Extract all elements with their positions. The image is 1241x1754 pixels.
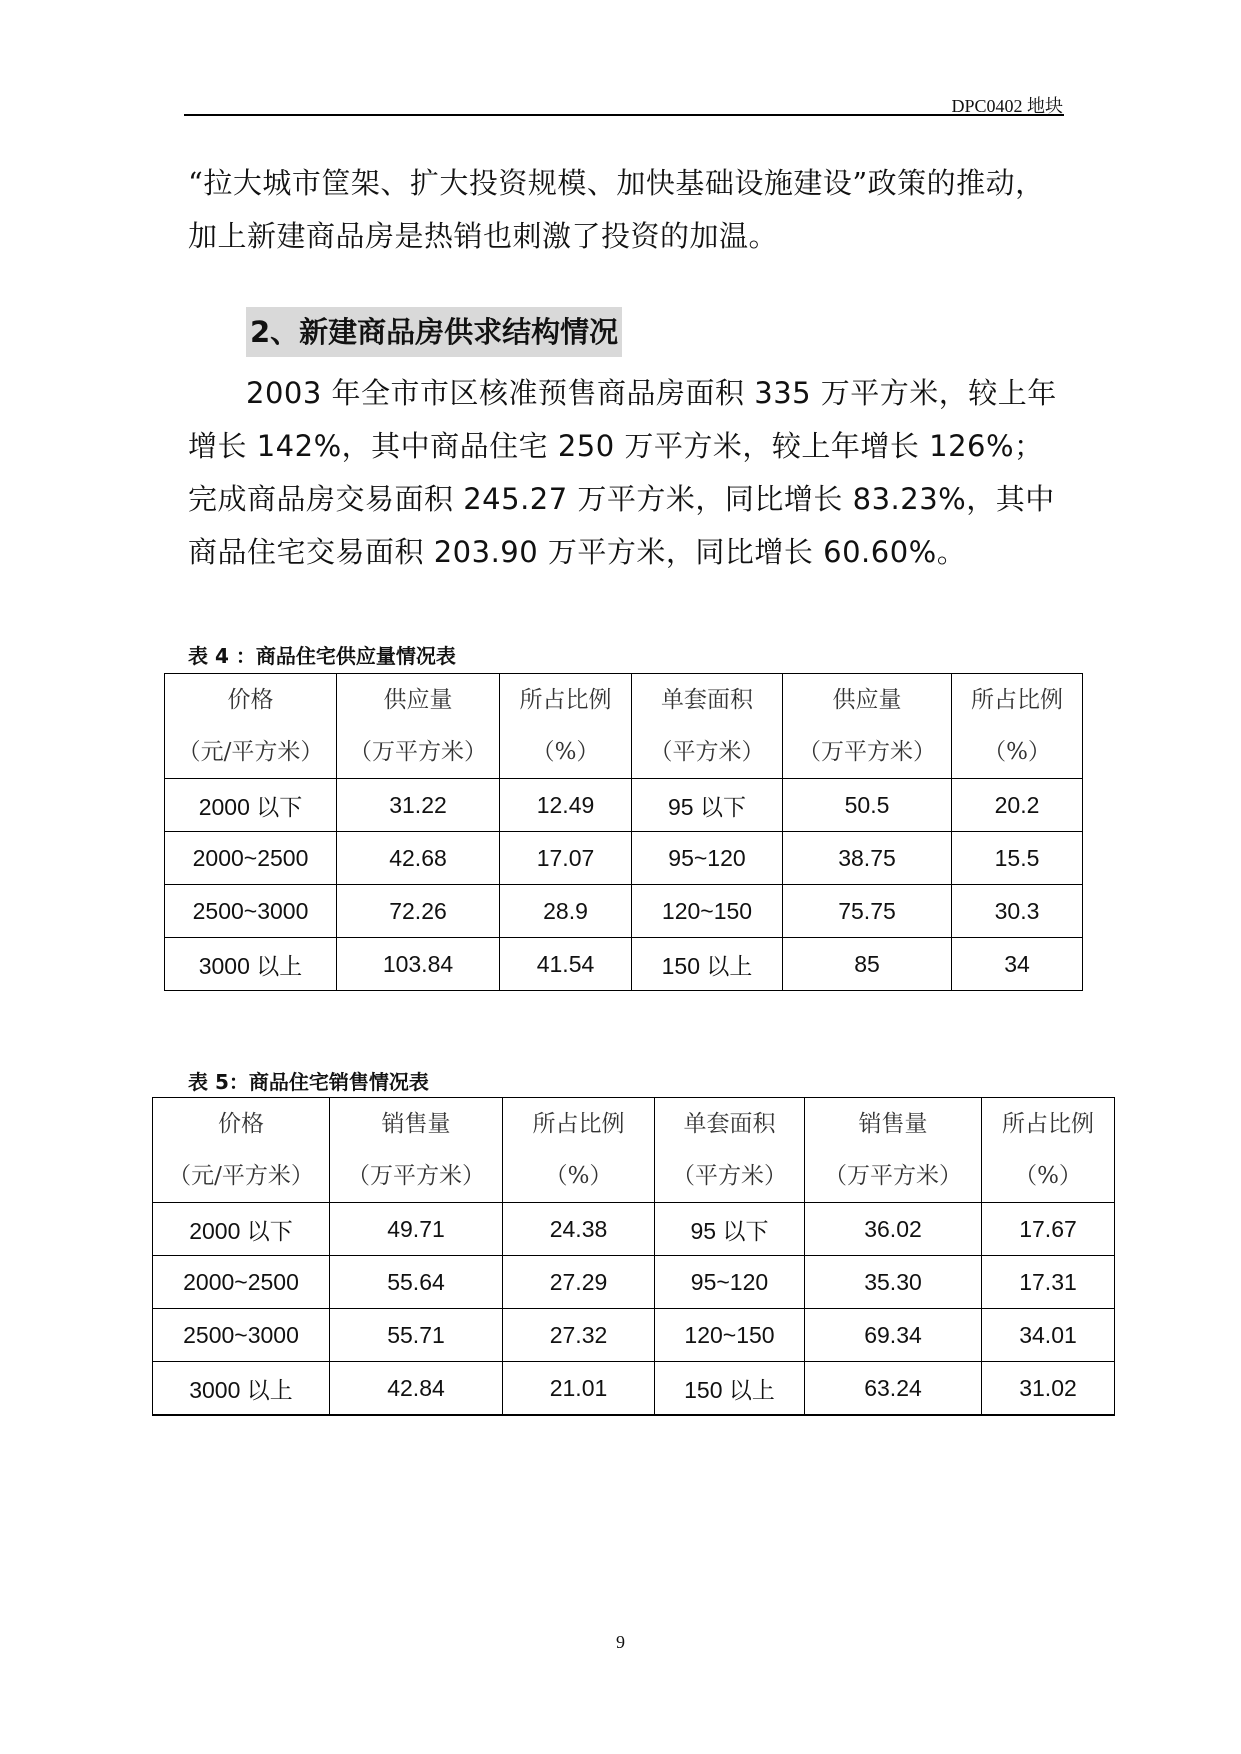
table-cell: 120~150 [655,1309,805,1362]
table-cell: 27.29 [503,1256,655,1309]
table-cell: 34 [952,938,1083,991]
table-housing-sales [152,1097,1115,1416]
header-price: 价格 （元/平方米） [165,674,337,779]
table-cell: 72.26 [337,885,500,938]
header-share: 所占比例 （%） [503,1098,655,1203]
header-price: 价格 （元/平方米） [153,1098,330,1203]
table-cell: 12.49 [500,779,632,832]
table-cell: 2500~3000 [153,1309,330,1362]
paragraph-policy: “拉大城市筐架、扩大投资规模、加快基础设施建设”政策的推动，加上新建商品房是热销也刺激了投资的加温。 [188,166,1045,253]
header-share-2: 所占比例 （%） [982,1098,1115,1203]
table-cell: 55.64 [330,1256,503,1309]
table-cell: 42.68 [337,832,500,885]
table-cell: 95~120 [632,832,783,885]
table-cell: 50.5 [783,779,952,832]
table-cell: 3000 以上 [153,1362,330,1416]
table-cell: 35.30 [805,1256,982,1309]
header-document-ref: DPC0402 地块 [951,96,1063,116]
table-cell: 20.2 [952,779,1083,832]
header-rule [184,114,1064,116]
table-cell: 2000 以下 [165,779,337,832]
table-cell: 17.67 [982,1203,1115,1256]
table-header-row [153,1098,1115,1203]
table-row [165,938,1083,991]
table-cell: 42.84 [330,1362,503,1416]
table-cell: 24.38 [503,1203,655,1256]
table-cell: 85 [783,938,952,991]
table-cell: 2000~2500 [153,1256,330,1309]
table-cell: 15.5 [952,832,1083,885]
header-supply-volume-2: 供应量 （万平方米） [783,674,952,779]
table-row [165,779,1083,832]
table-cell: 75.75 [783,885,952,938]
table-cell: 21.01 [503,1362,655,1416]
table-cell: 55.71 [330,1309,503,1362]
table-cell: 3000 以上 [165,938,337,991]
table5-caption: 表 5：商品住宅销售情况表 [188,1070,429,1094]
table-cell: 41.54 [500,938,632,991]
table-cell: 95 以下 [632,779,783,832]
table-cell: 2500~3000 [165,885,337,938]
table-cell: 95~120 [655,1256,805,1309]
table-cell: 30.3 [952,885,1083,938]
table-row [153,1203,1115,1256]
table-cell: 95 以下 [655,1203,805,1256]
table-cell: 120~150 [632,885,783,938]
table-cell: 49.71 [330,1203,503,1256]
table-header-row [165,674,1083,779]
table-cell: 17.31 [982,1256,1115,1309]
header-supply-volume: 供应量 （万平方米） [337,674,500,779]
header-share-2: 所占比例 （%） [952,674,1083,779]
table-row [165,885,1083,938]
table-cell: 2000 以下 [153,1203,330,1256]
table-row [153,1362,1115,1416]
table-cell: 103.84 [337,938,500,991]
table-cell: 17.07 [500,832,632,885]
header-unit-area: 单套面积 （平方米） [655,1098,805,1203]
table-cell: 31.02 [982,1362,1115,1416]
table-cell: 38.75 [783,832,952,885]
table-row [165,832,1083,885]
paragraph-supply-demand: 2003 年全市市区核准预售商品房面积 335 万平方米，较上年增长 142%，其中商品住宅 250 万平方米，较上年增长 126%；完成商品房交易面积 245.27 万平方米，同比增长 83.23%，其中商品住宅交易面积 203.90 万平方米，同比增长 60.60%。 [188,376,1057,569]
header-sales-volume-2: 销售量 （万平方米） [805,1098,982,1203]
section-heading: 2、新建商品房供求结构情况 [246,307,622,357]
table-cell: 34.01 [982,1309,1115,1362]
table-row [153,1256,1115,1309]
table-cell: 28.9 [500,885,632,938]
table-cell: 63.24 [805,1362,982,1416]
table-row [153,1309,1115,1362]
header-share: 所占比例 （%） [500,674,632,779]
table-cell: 150 以上 [632,938,783,991]
header-sales-volume: 销售量 （万平方米） [330,1098,503,1203]
table-cell: 27.32 [503,1309,655,1362]
table-cell: 31.22 [337,779,500,832]
table-cell: 2000~2500 [165,832,337,885]
table-housing-supply [164,673,1083,991]
table-cell: 36.02 [805,1203,982,1256]
table4-caption: 表 4 ：商品住宅供应量情况表 [188,644,456,668]
table-cell: 69.34 [805,1309,982,1362]
header-unit-area: 单套面积 （平方米） [632,674,783,779]
page-number: 9 [616,1632,625,1652]
table-cell: 150 以上 [655,1362,805,1416]
